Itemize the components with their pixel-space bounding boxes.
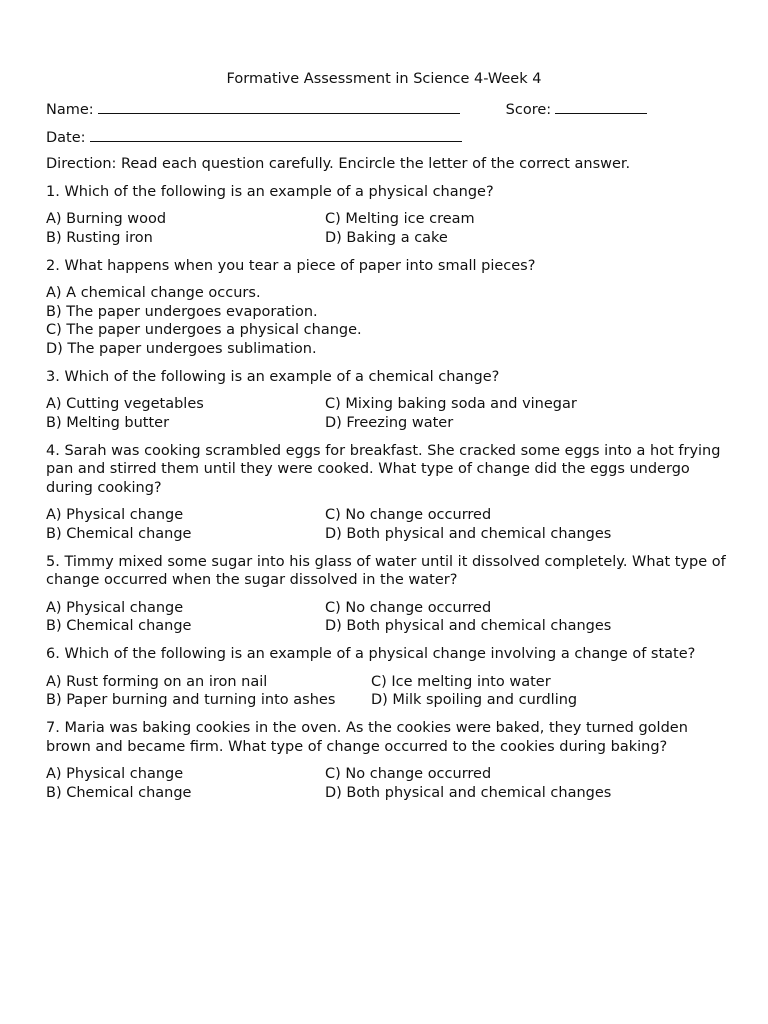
option-c: C) Ice melting into water [371, 673, 551, 690]
name-label: Name: [46, 101, 94, 118]
question-stem: 5. Timmy mixed some sugar into his glass of water until it dissolved completely. What type of change occurred when the sugar dissolved in the water? [46, 553, 726, 588]
option-c: C) No change occurred [325, 766, 492, 782]
option-b: B) Chemical change [46, 525, 192, 542]
option-b: B) Melting butter [46, 414, 170, 431]
option-d: D) Freezing water [325, 414, 454, 431]
question-stem: 7. Maria was baking cookies in the oven. As the cookies were baked, they turned golden brown and became firm. What type of change occurred to the cookies during baking? [46, 720, 688, 755]
question-2 [46, 257, 726, 359]
name-score-row [46, 99, 726, 118]
date-blank-line [90, 127, 462, 142]
answer-options [46, 599, 726, 636]
option-c: C) Melting ice cream [325, 211, 475, 227]
option-a: A) Cutting vegetables [46, 396, 204, 412]
option-c: C) The paper undergoes a physical change. [46, 322, 362, 338]
answer-options [46, 210, 726, 247]
option-a: A) A chemical change occurs. [46, 285, 261, 301]
answer-options [46, 765, 726, 802]
name-blank-line [98, 99, 460, 114]
score-label: Score: [505, 101, 552, 118]
option-b: B) The paper undergoes evaporation. [46, 303, 318, 320]
question-stem: 2. What happens when you tear a piece of paper into small pieces? [46, 257, 536, 274]
worksheet-page [46, 70, 726, 812]
option-a: A) Rust forming on an iron nail [46, 673, 268, 690]
answer-options [46, 284, 726, 358]
option-c: C) Mixing baking soda and vinegar [325, 396, 577, 412]
option-c: C) No change occurred [325, 507, 492, 523]
question-stem: 3. Which of the following is an example of a chemical change? [46, 368, 500, 385]
answer-options [46, 673, 726, 710]
question-stem: 6. Which of the following is an example of a physical change involving a change of state? [46, 646, 696, 662]
option-a: A) Physical change [46, 766, 184, 782]
option-d: D) Both physical and chemical changes [325, 525, 612, 542]
answer-options [46, 506, 726, 543]
score-blank-line [555, 99, 647, 114]
question-5 [46, 553, 726, 636]
question-1 [46, 183, 726, 248]
option-b: B) Chemical change [46, 618, 192, 634]
option-c: C) No change occurred [325, 599, 492, 616]
question-4 [46, 442, 726, 544]
directions-text: Direction: Read each question carefully. Encircle the letter of the correct answer. [46, 155, 631, 172]
question-3 [46, 368, 726, 433]
answer-options [46, 395, 726, 432]
date-label: Date: [46, 129, 86, 146]
option-d: D) Both physical and chemical changes [325, 618, 612, 634]
option-b: B) Rusting iron [46, 229, 153, 246]
question-stem: 4. Sarah was cooking scrambled eggs for breakfast. She cracked some eggs into a hot frying pan and stirred them until they were cooked. What type of change did the eggs undergo during cooking? [46, 442, 721, 496]
option-d: D) Baking a cake [325, 229, 448, 246]
option-a: A) Burning wood [46, 211, 167, 227]
option-a: A) Physical change [46, 507, 184, 523]
page-title: Formative Assessment in Science 4-Week 4 [226, 71, 542, 87]
question-stem: 1. Which of the following is an example of a physical change? [46, 183, 494, 200]
option-a: A) Physical change [46, 599, 184, 616]
date-row [46, 127, 726, 146]
question-7 [46, 719, 726, 802]
option-d: D) The paper undergoes sublimation. [46, 340, 317, 357]
option-b: B) Paper burning and turning into ashes [46, 692, 336, 708]
option-d: D) Both physical and chemical changes [325, 784, 612, 801]
option-d: D) Milk spoiling and curdling [371, 692, 578, 708]
option-b: B) Chemical change [46, 784, 192, 801]
question-6 [46, 645, 726, 710]
